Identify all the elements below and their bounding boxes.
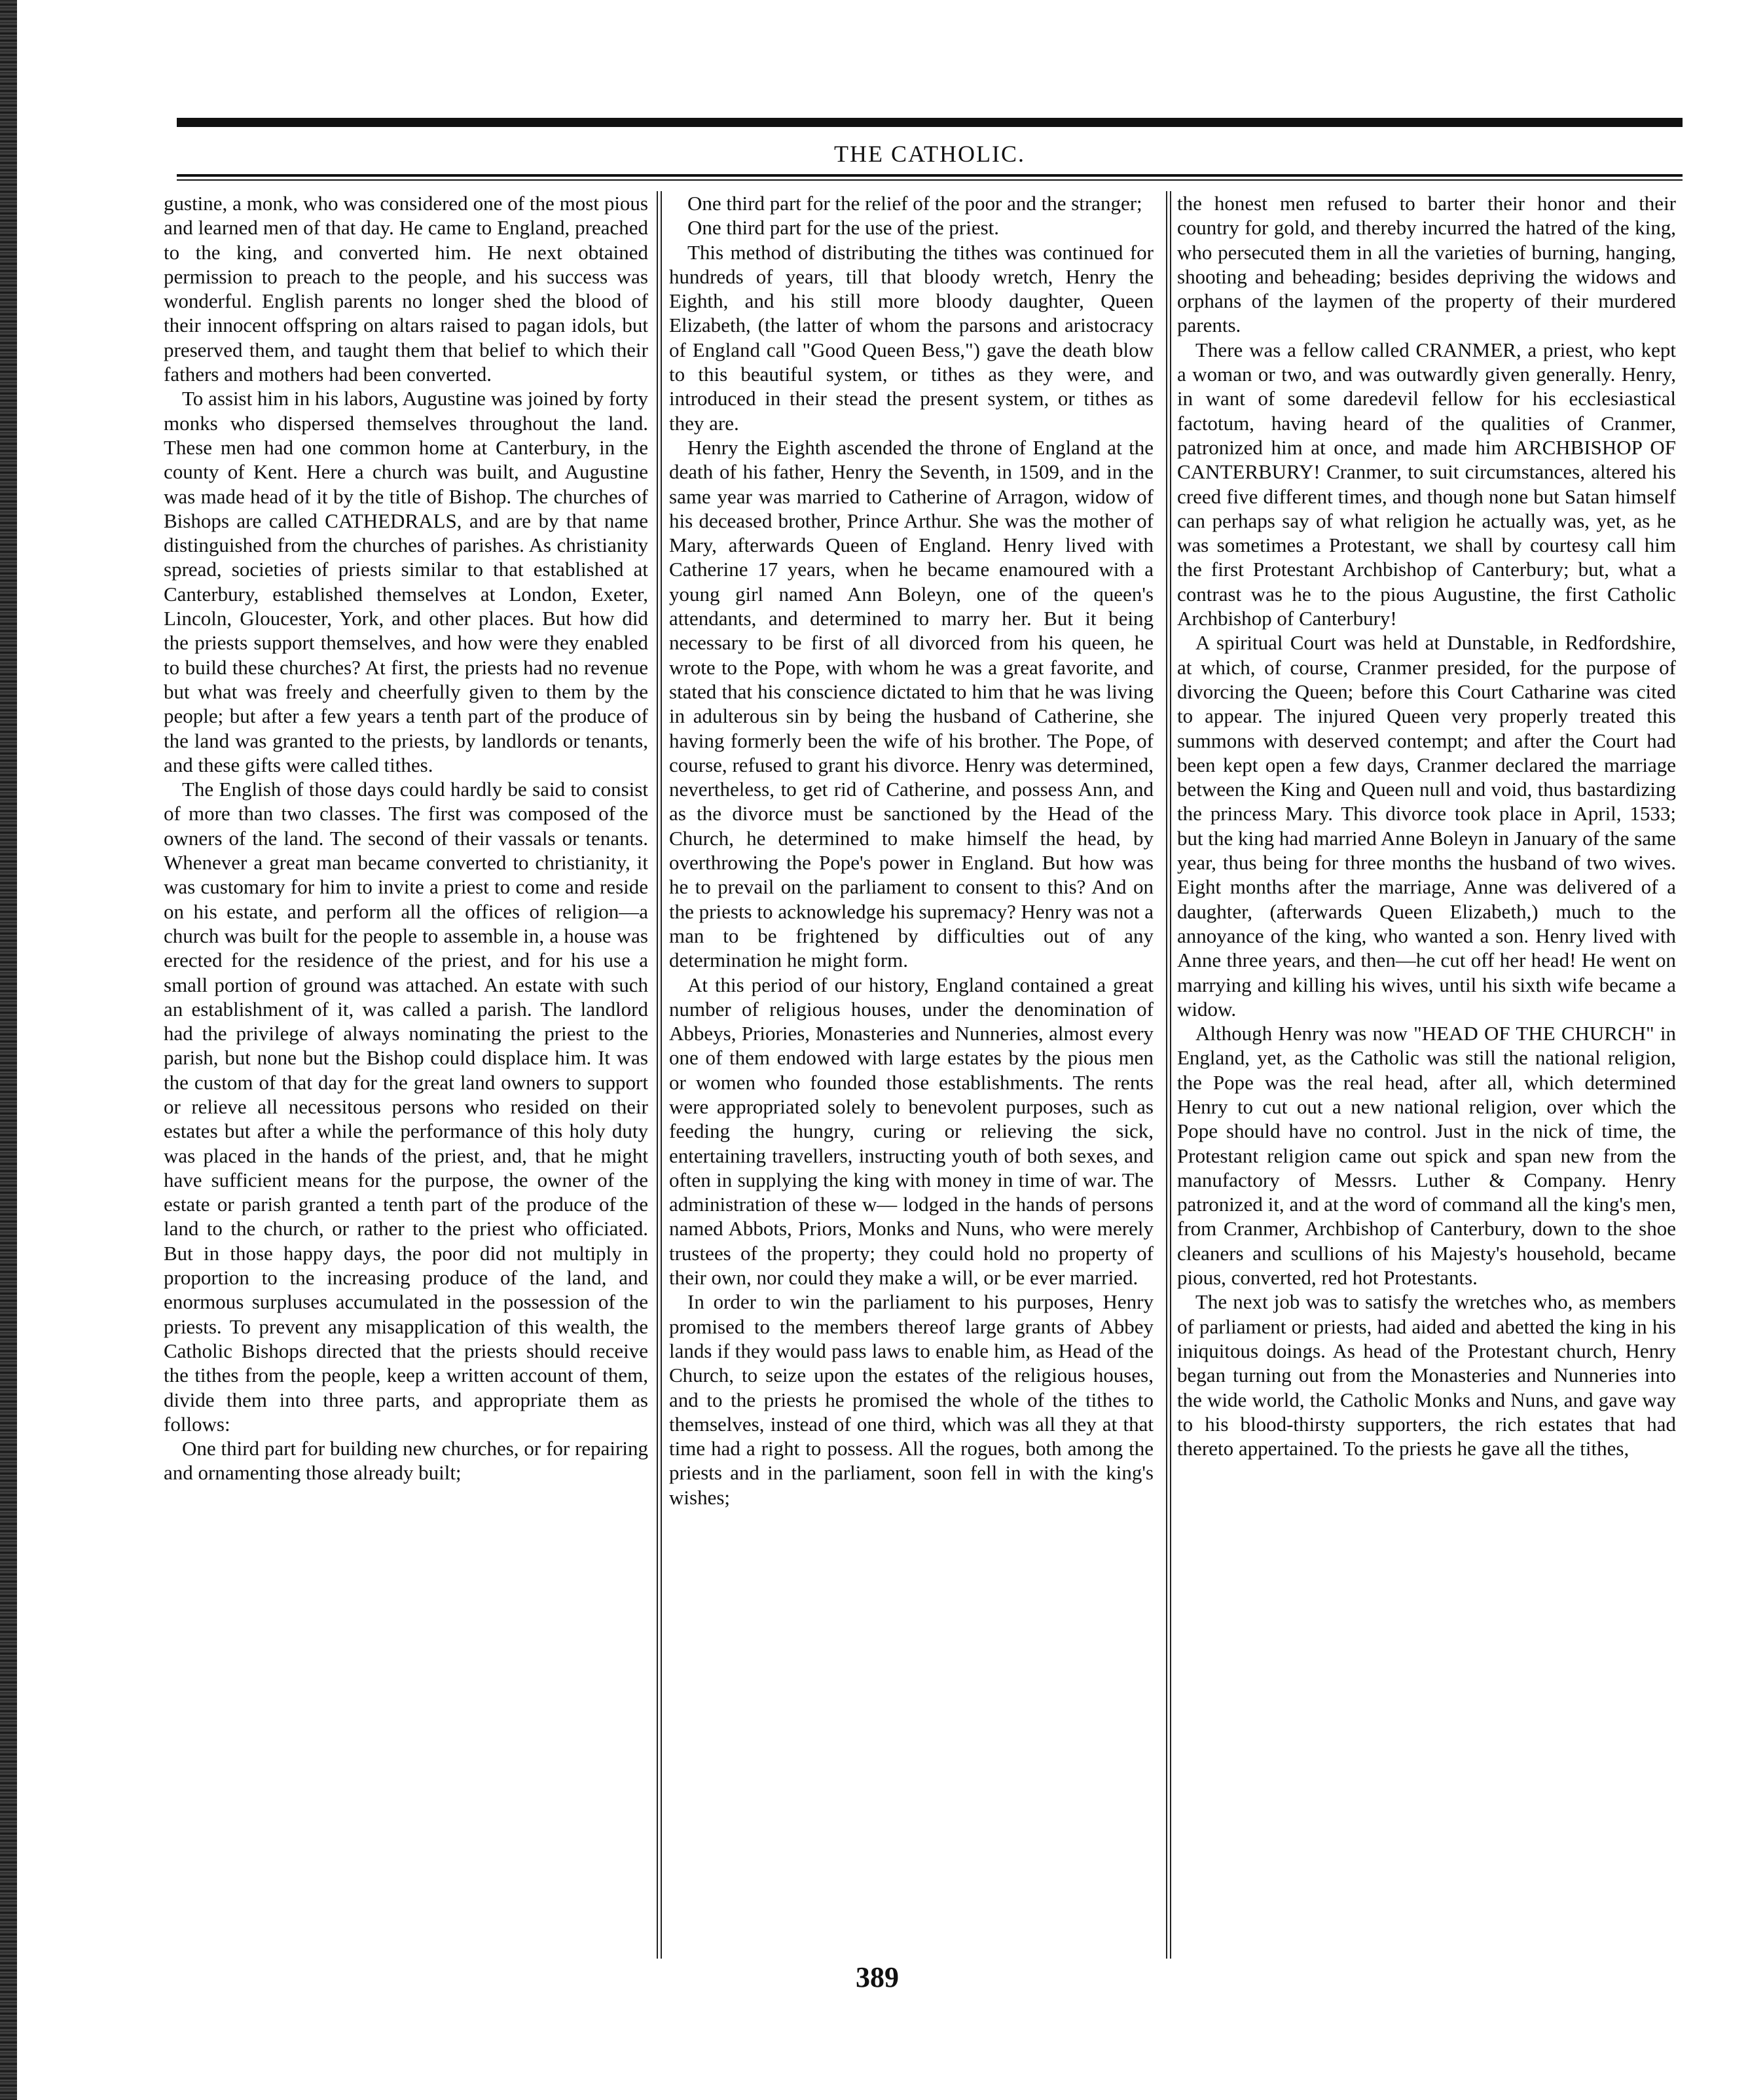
header-underline (177, 174, 1683, 177)
column-3-paragraph: There was a fellow called CRANMER, a priest, who kept a woman or two, and was outwardly given generally. Henry, in want of some daredevil fellow for his ecclesiastical factotum, having heard of the qualities of Cranmer, patronized him at once, and made him ARCHBISHOP OF CANTERBURY! Cranmer, to suit circumstances, altered his creed five different times, and though none but Satan himself can perhaps say of what religion he actually was, yet, as he was sometimes a Protestant, we shall by courtesy call him the first Protestant Archbishop of Canterbury; but, what a contrast was he to the pious Augustine, the first Catholic Archbishop of Canterbury! (1177, 338, 1676, 630)
running-header-title: THE CATHOLIC. (834, 141, 1025, 167)
column-divider (1170, 191, 1171, 1959)
column-2-paragraph: One third part for the use of the priest. (687, 216, 1000, 240)
column-3-paragraph: Although Henry was now "HEAD OF THE CHURCH" in England, yet, as the Catholic was still the national religion, the Pope was the real head, after all, which determined Henry to cut out a new national religion, over which the Pope should have no control. Just in the nick of time, the Protestant religion came out spick and span new from the manufactory of Messrs. Luther & Company. Henry patronized it, and at the word of command all the king's men, from Cranmer, Archbishop of Canterbury, down to the shoe cleaners and scullions of his Majesty's household, became pious, converted, red hot Protestants. (1177, 1022, 1676, 1290)
column-2-paragraph: Henry the Eighth ascended the throne of England at the death of his father, Henry the Seventh, in 1509, and in the same year was married to Catherine of Arragon, widow of his deceased brother, Prince Arthur. She was the mother of Mary, afterwards Queen of England. Henry lived with Catherine 17 years, when he became enamoured with a young girl named Ann Boleyn, one of the queen's attendants, and determined to marry her. But it being necessary to be first of all divorced from his queen, he wrote to the Pope, with whom he was a great favorite, and stated that his conscience dictated to him that he was living in adulterous sin by being the husband of Catherine, she having formerly been the wife of his brother. The Pope, of course, refused to grant his divorce. Henry was determined, nevertheless, to get rid of Catherine, and possess Ann, and as the divorce must be sanctioned by the Head of the Church, he determined to make himself the head, by overthrowing the Pope's power in England. But how was he to prevail on the parliament to consent to this? And on the priests to acknowledge his supremacy? Henry was not a man to be frightened by difficulties out of any determination he might form. (669, 435, 1154, 972)
column-2-paragraph: At this period of our history, England contained a great number of religious houses, under the denomination of Abbeys, Priories, Monasteries and Nunneries, almost every one of them endowed with large estates by the pious men or women who founded those establishments. The rents were appropriated solely to benevolent purposes, such as feeding the hungry, curing or relieving the sick, entertaining travellers, instructing youth of both sexes, and often in supplying the king with money in time of war. The administration of these w— lodged in the hands of persons named Abbots, Priors, Monks and Nuns, who were merely trustees of the property; they could hold no property of their own, nor could they make a will, or be ever married. (669, 973, 1154, 1290)
column-1-paragraph: One third part for building new churches, or for repairing and ornamenting those already built; (164, 1437, 648, 1485)
header-underline-thin (177, 179, 1683, 181)
column-1-paragraph: To assist him in his labors, Augustine was joined by forty monks who dispersed themselves throughout the land. These men had one common home at Canterbury, in the county of Kent. Here a church was built, and Augustine was made head of it by the title of Bishop. The churches of Bishops are called CATHEDRALS, and are by that name distinguished from the churches of parishes. As christianity spread, societies of priests similar to that established at Canterbury, established themselves at London, Exeter, Lincoln, Gloucester, York, and other places. But how did the priests support themselves, and how were they enabled to build these churches? At first, the priests had no revenue but what was freely and cheerfully given to them by the people; but after a few years a tenth part of the produce of the land was granted to the priests, by landlords or tenants, and these gifts were called tithes. (164, 387, 648, 776)
column-3-paragraph: the honest men refused to barter their honor and their country for gold, and thereby incurred the hatred of the king, who persecuted them in all the varieties of burning, hanging, shooting and beheading; besides depriving the widows and orphans of the laymen of the property of their murdered parents. (1177, 192, 1676, 337)
column-divider (661, 191, 662, 1959)
column-1 (164, 191, 648, 1485)
column-2-paragraph: One third part for the relief of the poor and the stranger; (687, 192, 1142, 215)
column-1-paragraph: The English of those days could hardly be said to consist of more than two classes. The first was composed of the owners of the land. The second of their vassals or tenants. Whenever a great man became converted to christianity, it was customary for him to invite a priest to come and reside on his estate, and perform all the offices of religion—a church was built for the people to assemble in, a house was erected for the residence of the priest, and for his use a small portion of ground was attached. An estate with such an establishment of it, was called a parish. The landlord had the privilege of always nominating the priest to the parish, but none but the Bishop could displace him. It was the custom of that day for the great land owners to support or relieve all necessitous persons who resided on their estates but after a while the performance of this holy duty was placed in the hands of the priest, and, that he might have sufficient means for the purpose, the owner of the estate or parish granted a tenth part of the produce of the land to the church, or rather to the priest who officiated. But in those happy days, the poor did not multiply in proportion to the increasing produce of the land, and enormous surpluses accumulated in the possession of the priests. To prevent any misapplication of this wealth, the Catholic Bishops directed that the priests should receive the tithes from the people, keep a written account of them, divide them into three parts, and appropriate them as follows: (164, 778, 648, 1436)
column-3-paragraph: The next job was to satisfy the wretches who, as members of parliament or priests, had aided and abetted the king in his iniquitous doings. As head of the Protestant church, Henry began turning out from the Monasteries and Nunneries into the wide world, the Catholic Monks and Nuns, and gave way to his blood-thirsty supporters, the rich estates that had thereto appertained. To the priests he gave all the tithes, (1177, 1290, 1676, 1460)
page-binding-edge (0, 0, 17, 2100)
column-3-paragraph: A spiritual Court was held at Dunstable, in Redfordshire, at which, of course, Cranmer presided, for the purpose of divorcing the Queen; before this Court Catharine was cited to appear. The injured Queen very properly treated this summons with deserved contempt; and after the Court had been kept open a few days, Cranmer declared the marriage between the King and Queen null and void, thus bastardizing the princess Mary. This divorce took place in April, 1533; but the king had married Anne Boleyn in January of the same year, thus being for three months the husband of two wives. Eight months after the marriage, Anne was delivered of a daughter, (afterwards Queen Elizabeth,) much to the annoyance of the king, who wanted a son. Henry lived with Anne three years, and then—he cut off her head! He went on marrying and killing his wives, until his sixth wife became a widow. (1177, 631, 1676, 1021)
column-divider (1166, 191, 1167, 1959)
column-3 (1177, 191, 1676, 1460)
header-rule (177, 118, 1683, 127)
column-1-paragraph: gustine, a monk, who was considered one of the most pious and learned men of that day. He came to England, preached to the king, and converted him. He next obtained permission to preach to the people, and his success was wonderful. English parents no longer shed the blood of their innocent offspring on altars raised to pagan idols, but preserved them, and taught them that belief to which their fathers and mothers had been converted. (164, 192, 648, 386)
column-divider (657, 191, 658, 1959)
column-2 (669, 191, 1154, 1510)
column-2-paragraph: In order to win the parliament to his purposes, Henry promised to the members thereof large grants of Abbey lands if they would pass laws to enable him, as Head of the Church, to seize upon the estates of the religious houses, and to the priests he promised the whole of the tithes to themselves, instead of one third, which was all they at that time had a right to possess. All the rogues, both among the priests and in the parliament, soon fell in with the king's wishes; (669, 1290, 1154, 1509)
page-number: 389 (856, 1961, 899, 1993)
column-2-paragraph: This method of distributing the tithes was continued for hundreds of years, till that bloody wretch, Henry the Eighth, and his still more bloody daughter, Queen Elizabeth, (the latter of whom the parsons and aristocracy of England call "Good Queen Bess,") gave the death blow to this beautiful system, or tithes as they were, and introduced in their stead the present system, or tithes as they are. (669, 240, 1154, 435)
